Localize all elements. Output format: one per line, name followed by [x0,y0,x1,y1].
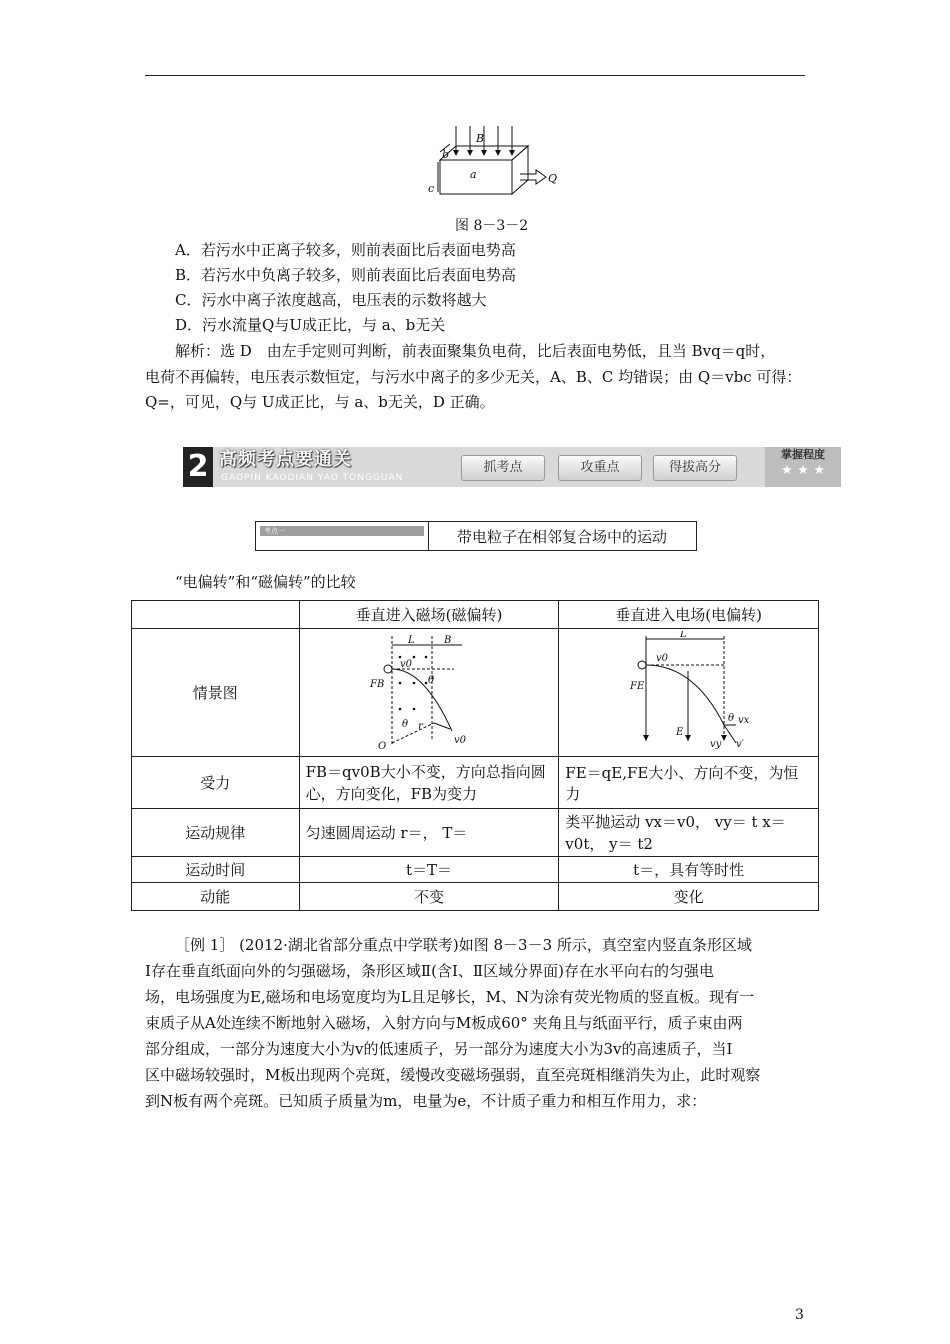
ele-motion-cell: 类平抛运动 vx＝v0， vy＝ t x＝v0t， y＝ t2 [559,809,819,857]
ele-label-v0: v0 [655,652,668,664]
mag-time-cell: t＝T＝ [299,857,559,883]
row-label-ke: 动能 [132,883,300,911]
ele-ke-cell: 变化 [559,883,819,911]
table-header-row [132,601,819,629]
ele-label-L: L [679,630,687,640]
table-row [132,757,819,809]
ele-label-vprime: v′ [735,738,744,750]
table-row [132,629,819,757]
option-d: D．污水流量Q与U成正比，与 a、b无关 [175,316,446,334]
table-row [132,857,819,883]
header-electric: 垂直进入电场(电偏转) [559,601,819,629]
fig1-label-a: a [470,168,477,181]
mag-label-theta-bottom: θ [401,718,408,730]
section-subtitle: GAOPIN KAODIAN YAO TONGGUAN [221,473,404,483]
fig1-label-b: b [442,148,450,161]
comparison-title: “电偏转”和“磁偏转”的比较 [175,573,356,591]
figure-caption: 图 8－3－2 [455,218,529,234]
mag-label-r: r [417,720,423,732]
table-row [132,809,819,857]
magnetic-deflection-figure-cell [299,629,559,757]
ele-label-vx: vx [737,714,749,726]
mag-motion-cell: 匀速圆周运动 r＝， T＝ [299,809,559,857]
fig1-label-q: Q [548,172,558,185]
kaodian-title: 带电粒子在相邻复合场中的运动 [456,528,667,546]
grab-points-button[interactable]: 抓考点 [461,455,545,481]
mag-label-FB: FB [369,678,385,690]
electric-deflection-figure [624,631,754,751]
section-banner [183,447,841,487]
flow-meter-figure [420,122,560,214]
example-line-4: 束质子从A处连续不断地射入磁场，入射方向与M板成60° 夹角且与纸面平行，质子束由两 [145,1014,743,1032]
mag-label-v0-exit: v0 [453,734,466,746]
example-line-7: 到N板有两个亮斑。已知质子质量为m，电量为e，不计质子重力和相互作用力，求： [145,1092,707,1110]
row-label-scene: 情景图 [132,629,300,757]
mastery-stars: ★ ★ ★ [780,463,825,478]
mag-label-B: B [443,634,452,646]
row-label-motion: 运动规律 [132,809,300,857]
ele-label-E: E [675,726,683,738]
table-row [132,883,819,911]
fig1-label-c: c [428,182,435,195]
option-b: B．若污水中负离子较多，则前表面比后表面电势高 [175,266,517,284]
magnetic-deflection-figure [364,631,494,751]
option-c: C．污水中离子浓度越高，电压表的示数将越大 [175,291,487,309]
kaodian-tag: 考点一 [260,526,424,536]
option-a: A．若污水中正离子较多，则前表面比后表面电势高 [175,241,516,259]
header-rule [145,75,805,76]
ele-label-vy: vy [709,738,721,750]
example-line-3: 场，电场强度为E,磁场和电场宽度均为L且足够长，M、N为涂有荧光物质的竖直板。现有一 [145,988,755,1006]
kaodian-box [255,521,697,551]
analysis-line-1: 解析：选 D 由左手定则可判断，前表面聚集负电荷，比后表面电势低，且当 Bvq＝q时， [175,342,776,360]
header-magnetic: 垂直进入磁场(磁偏转) [299,601,559,629]
mag-label-O: O [377,740,387,751]
row-label-time: 运动时间 [132,857,300,883]
example-line-5: 部分组成，一部分为速度大小为v的低速质子，另一部分为速度大小为3v的高速质子，当Ⅰ [145,1040,733,1058]
section-title: 高频考点要通关 [219,449,352,470]
ele-label-theta: θ [727,712,734,724]
key-points-button[interactable]: 攻重点 [558,455,642,481]
example-line-1: ［例 1］ (2012·湖北省部分重点中学联考)如图 8－3－3 所示，真空室内竖直条形区域 [175,936,752,954]
kaodian-divider [428,522,429,550]
mag-label-L: L [407,634,415,646]
fig1-label-b-field: B [476,132,485,145]
mastery-level [765,447,841,487]
example-line-2: Ⅰ存在垂直纸面向外的匀强磁场，条形区域Ⅱ(含Ⅰ、Ⅱ区域分界面)存在水平向右的匀强电 [145,962,714,980]
row-label-force: 受力 [132,757,300,809]
mag-label-theta-top: θ [427,674,434,686]
header-empty [132,601,300,629]
comparison-table [131,600,819,911]
analysis-line-3: Q=，可见，Q与 U成正比，与 a、b无关，D 正确。 [145,393,495,411]
section-number: 2 [183,447,213,487]
ele-force-cell: FE＝qE,FE大小、方向不变，为恒力 [559,757,819,809]
mastery-label: 掌握程度 [781,448,825,461]
mag-force-cell: FB＝qv0B大小不变，方向总指向圆心，方向变化，FB为变力 [299,757,559,809]
mag-ke-cell: 不变 [299,883,559,911]
mag-label-v0: v0 [399,658,412,670]
page-number: 3 [795,1307,804,1323]
electric-deflection-figure-cell [559,629,819,757]
example-line-6: 区中磁场较强时，M板出现两个亮斑，缓慢改变磁场强弱，直至亮斑相继消失为止，此时观察 [145,1066,761,1084]
analysis-line-2: 电荷不再偏转，电压表示数恒定，与污水中离子的多少无关，A、B、C 均错误；由 Q＝vbc 可得： [145,368,802,386]
ele-time-cell: t＝，具有等时性 [559,857,819,883]
high-score-button[interactable]: 得拔高分 [653,455,737,481]
ele-label-FE: FE [629,680,644,692]
